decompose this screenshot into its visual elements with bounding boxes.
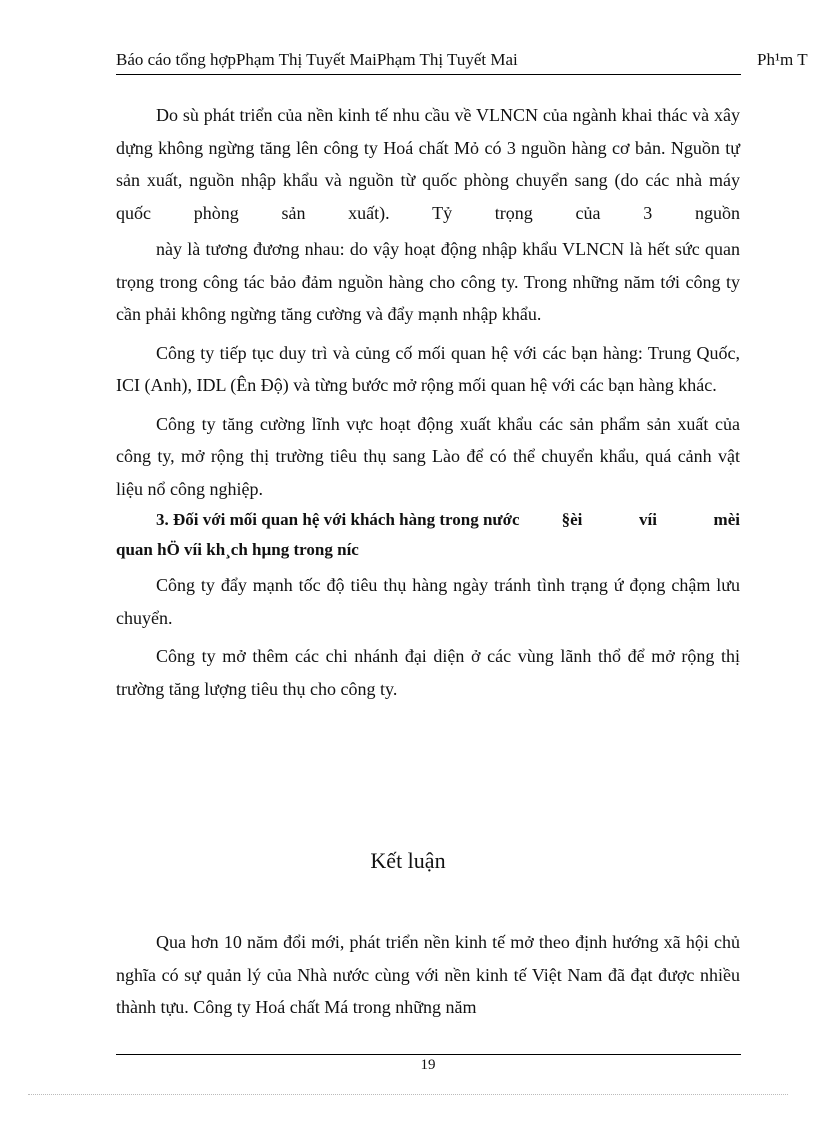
paragraph-partners: Công ty tiếp tục duy trì và củng cố mối quan hệ với các bạn hàng: Trung Quốc, ICI (Anh), IDL (Ên Độ) và từng bước mở rộng mối quan hệ với các bạn hàng khác. bbox=[116, 342, 740, 395]
paragraph-sources: Do sù phát triển của nền kinh tế nhu cầu về VLNCN của ngành khai thác và xây dựng không ngừng tăng lên công ty Hoá chất Mỏ có 3 nguồn hàng cơ bản. Nguồn tự sản xuất, nguồn nhập khẩu và nguồn từ quốc phòng chuyển sang (do các nhà máy quốc phòng sản xuất). Tỷ trọng của 3 nguồn bbox=[116, 105, 740, 223]
conclusion-content bbox=[116, 926, 740, 1024]
section-3-garbled-line: quan hÖ víi kh¸ch hµng trong níc bbox=[116, 540, 359, 559]
page-header-title: Báo cáo tổng hợpPhạm Thị Tuyết MaiPhạm Thị Tuyết Mai bbox=[116, 48, 741, 75]
section-3-heading bbox=[116, 505, 740, 565]
page-number: 19 bbox=[420, 1057, 436, 1073]
body-content bbox=[116, 99, 740, 705]
conclusion-heading: Kết luận bbox=[370, 848, 446, 873]
paragraph-consumption: Công ty đẩy mạnh tốc độ tiêu thụ hàng ngày tránh tình trạng ứ đọng chậm lưu chuyển. bbox=[116, 575, 740, 628]
paragraph-export: Công ty tăng cường lĩnh vực hoạt động xuất khẩu các sản phẩm sản xuất của công ty, mở rộng thị trường tiêu thụ sang Lào để có thể chuyển khẩu, quá cảnh vật liệu nổ công nghiệp. bbox=[116, 413, 740, 499]
page-header-author: Ph¹m T bbox=[757, 50, 808, 69]
page-bottom-edge bbox=[28, 1094, 788, 1095]
paragraph-branches: Công ty mở thêm các chi nhánh đại diện ở các vùng lãnh thổ để mở rộng thị trường tăng lượng tiêu thụ cho công ty. bbox=[116, 646, 740, 699]
section-3-title: 3. Đối với mối quan hệ với khách hàng trong nước bbox=[156, 510, 520, 529]
section-3-garbled-word: §èi bbox=[561, 510, 583, 529]
paragraph-conclusion: Qua hơn 10 năm đổi mới, phát triển nền kinh tế mở theo định hướng xã hội chủ nghĩa có sự quản lý của Nhà nước cùng với nền kinh tế Việt Nam đã đạt được nhiều thành tựu. Công ty Hoá chất Má trong những năm bbox=[116, 932, 740, 1017]
footer-divider bbox=[116, 1054, 741, 1055]
section-3-garbled-word: víi bbox=[638, 510, 657, 529]
section-3-garbled-word: mèi bbox=[713, 510, 740, 529]
paragraph-import: này là tương đương nhau: do vậy hoạt động nhập khẩu VLNCN là hết sức quan trọng trong công tác bảo đảm nguồn hàng cho công ty. Trong những năm tới công ty cần phải không ngừng tăng cường và đẩy mạnh nhập khẩu. bbox=[116, 239, 740, 324]
